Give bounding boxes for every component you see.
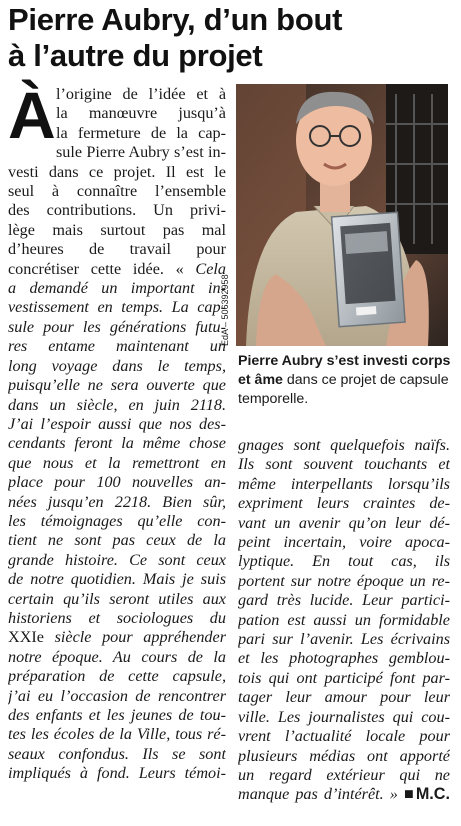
article-line: et les photographes gemblou- <box>238 649 450 668</box>
article-line: sule Pierre Aubry s’est in- <box>56 143 226 162</box>
article-line: pari sur l’avenir. Les écrivains <box>238 630 450 649</box>
article-line: a demandé un important in- <box>8 279 226 298</box>
article-line: expriment leurs craintes de- <box>238 494 450 513</box>
article-line: long voyage dans le temps, <box>8 356 226 375</box>
author-signoff: ■M.C. <box>404 785 450 804</box>
photo-caption <box>238 352 452 409</box>
article-line: pation est aussi un formidable <box>238 610 450 629</box>
article-line: dans un siècle, en juin 2118. <box>8 395 226 414</box>
article-line: vesti dans ce projet. Il est le <box>8 162 226 181</box>
article-line: gard très lucide. Leur partici- <box>238 591 450 610</box>
article-column-1 <box>8 85 226 784</box>
article-line: plusieurs médias ont apporté <box>238 746 450 765</box>
article-line: manque pas d’intérêt. » ■M.C. <box>238 785 450 804</box>
article-line: seaux confondus. Ils se sont <box>8 744 226 763</box>
century: XXIe <box>8 628 44 647</box>
article-line: gnages sont quelquefois naïfs. <box>238 436 450 454</box>
article-line: place pour 100 nouvelles an- <box>8 473 226 492</box>
article-line: cendants feront la même chose <box>8 434 226 453</box>
article-line: tois qui ont participé font par- <box>238 668 450 687</box>
article-line: des enfants et les jeunes de tou- <box>8 706 226 724</box>
article-line: res entame maintenant un <box>8 337 226 356</box>
article-line: XXIe siècle pour appréhender <box>8 628 226 647</box>
article-line: les témoignages qu’elle con- <box>8 511 226 530</box>
headline-line-1: Pierre Aubry, d’un bout <box>8 2 343 37</box>
article-line: la fermeture de la cap- <box>56 123 226 142</box>
article-line: impliqués à fond. Leurs témoi- <box>8 764 226 783</box>
article-line: vant un avenir qu’on leur dé- <box>238 513 450 532</box>
article-line: lyptique. En tout cas, ils <box>238 552 450 571</box>
article-line: vestissement en temps. La cap- <box>8 298 226 317</box>
article-line: tient ne sont pas ceux de la <box>8 531 226 550</box>
drop-cap: À <box>8 78 56 152</box>
article-line: grande histoire. Ce sont ceux <box>8 550 226 569</box>
article-line: vrent l’actualité locale pour <box>238 727 450 746</box>
article-line: l’origine de l’idée et à <box>56 85 226 103</box>
article-photo <box>236 84 448 346</box>
article-line: que nous et la remettront en <box>8 453 226 472</box>
caption-text: dans ce projet de capsule temporelle. <box>238 372 449 407</box>
article-line: peint incertain, voire apoca- <box>238 533 450 552</box>
article-line: certain qu’ils seront utiles aux <box>8 589 226 608</box>
article-line: lège mais surtout pas mal <box>8 220 226 239</box>
photo-illustration <box>236 84 448 346</box>
caption-bold: Pierre Aubry s’est investi corps et âme <box>238 353 451 388</box>
article-line: sule pour les générations futu- <box>8 317 226 336</box>
article-line: des contributions. Un privi- <box>8 201 226 220</box>
headline-line-2: à l’autre du projet <box>8 38 263 73</box>
article-line: puisqu’elle ne sera ouverte que <box>8 376 226 395</box>
article-line: J’ai l’espoir aussi que nos des- <box>8 414 226 433</box>
article-line: seul à connaître l’ensemble <box>8 182 226 201</box>
article-line: nées jusqu’en 2218. Bien sûr, <box>8 492 226 511</box>
quote-start: Cela <box>195 259 226 278</box>
article-line: Ils sont souvent touchants et <box>238 455 450 474</box>
article-line: même interpellants lorsqu’ils <box>238 474 450 493</box>
article-line: portent sur notre époque un re- <box>238 571 450 590</box>
article-line: préparation de cette capsule, <box>8 667 226 686</box>
article-line: d’heures de travail pour <box>8 240 226 259</box>
article-line: notre époque. Au cours de la <box>8 647 226 666</box>
article-line: ville. Les journalistes qui cou- <box>238 707 450 726</box>
article-line: un regard extérieur qui ne <box>238 765 450 784</box>
article-line: j’ai eu l’occasion de rencontrer <box>8 686 226 705</box>
article-column-2 <box>238 436 450 805</box>
article-line: tes les écoles de la Ville, tous ré- <box>8 725 226 744</box>
article-line: de notre quotidien. Mais je suis <box>8 570 226 589</box>
headline <box>8 2 458 74</box>
article-line: historiens et sociologues du <box>8 608 226 627</box>
article-line: concrétiser cette idée. « Cela <box>8 259 226 278</box>
article-line: la manœuvre jusqu’à <box>56 104 226 123</box>
article-line: tager leur amour pour leur <box>238 688 450 707</box>
